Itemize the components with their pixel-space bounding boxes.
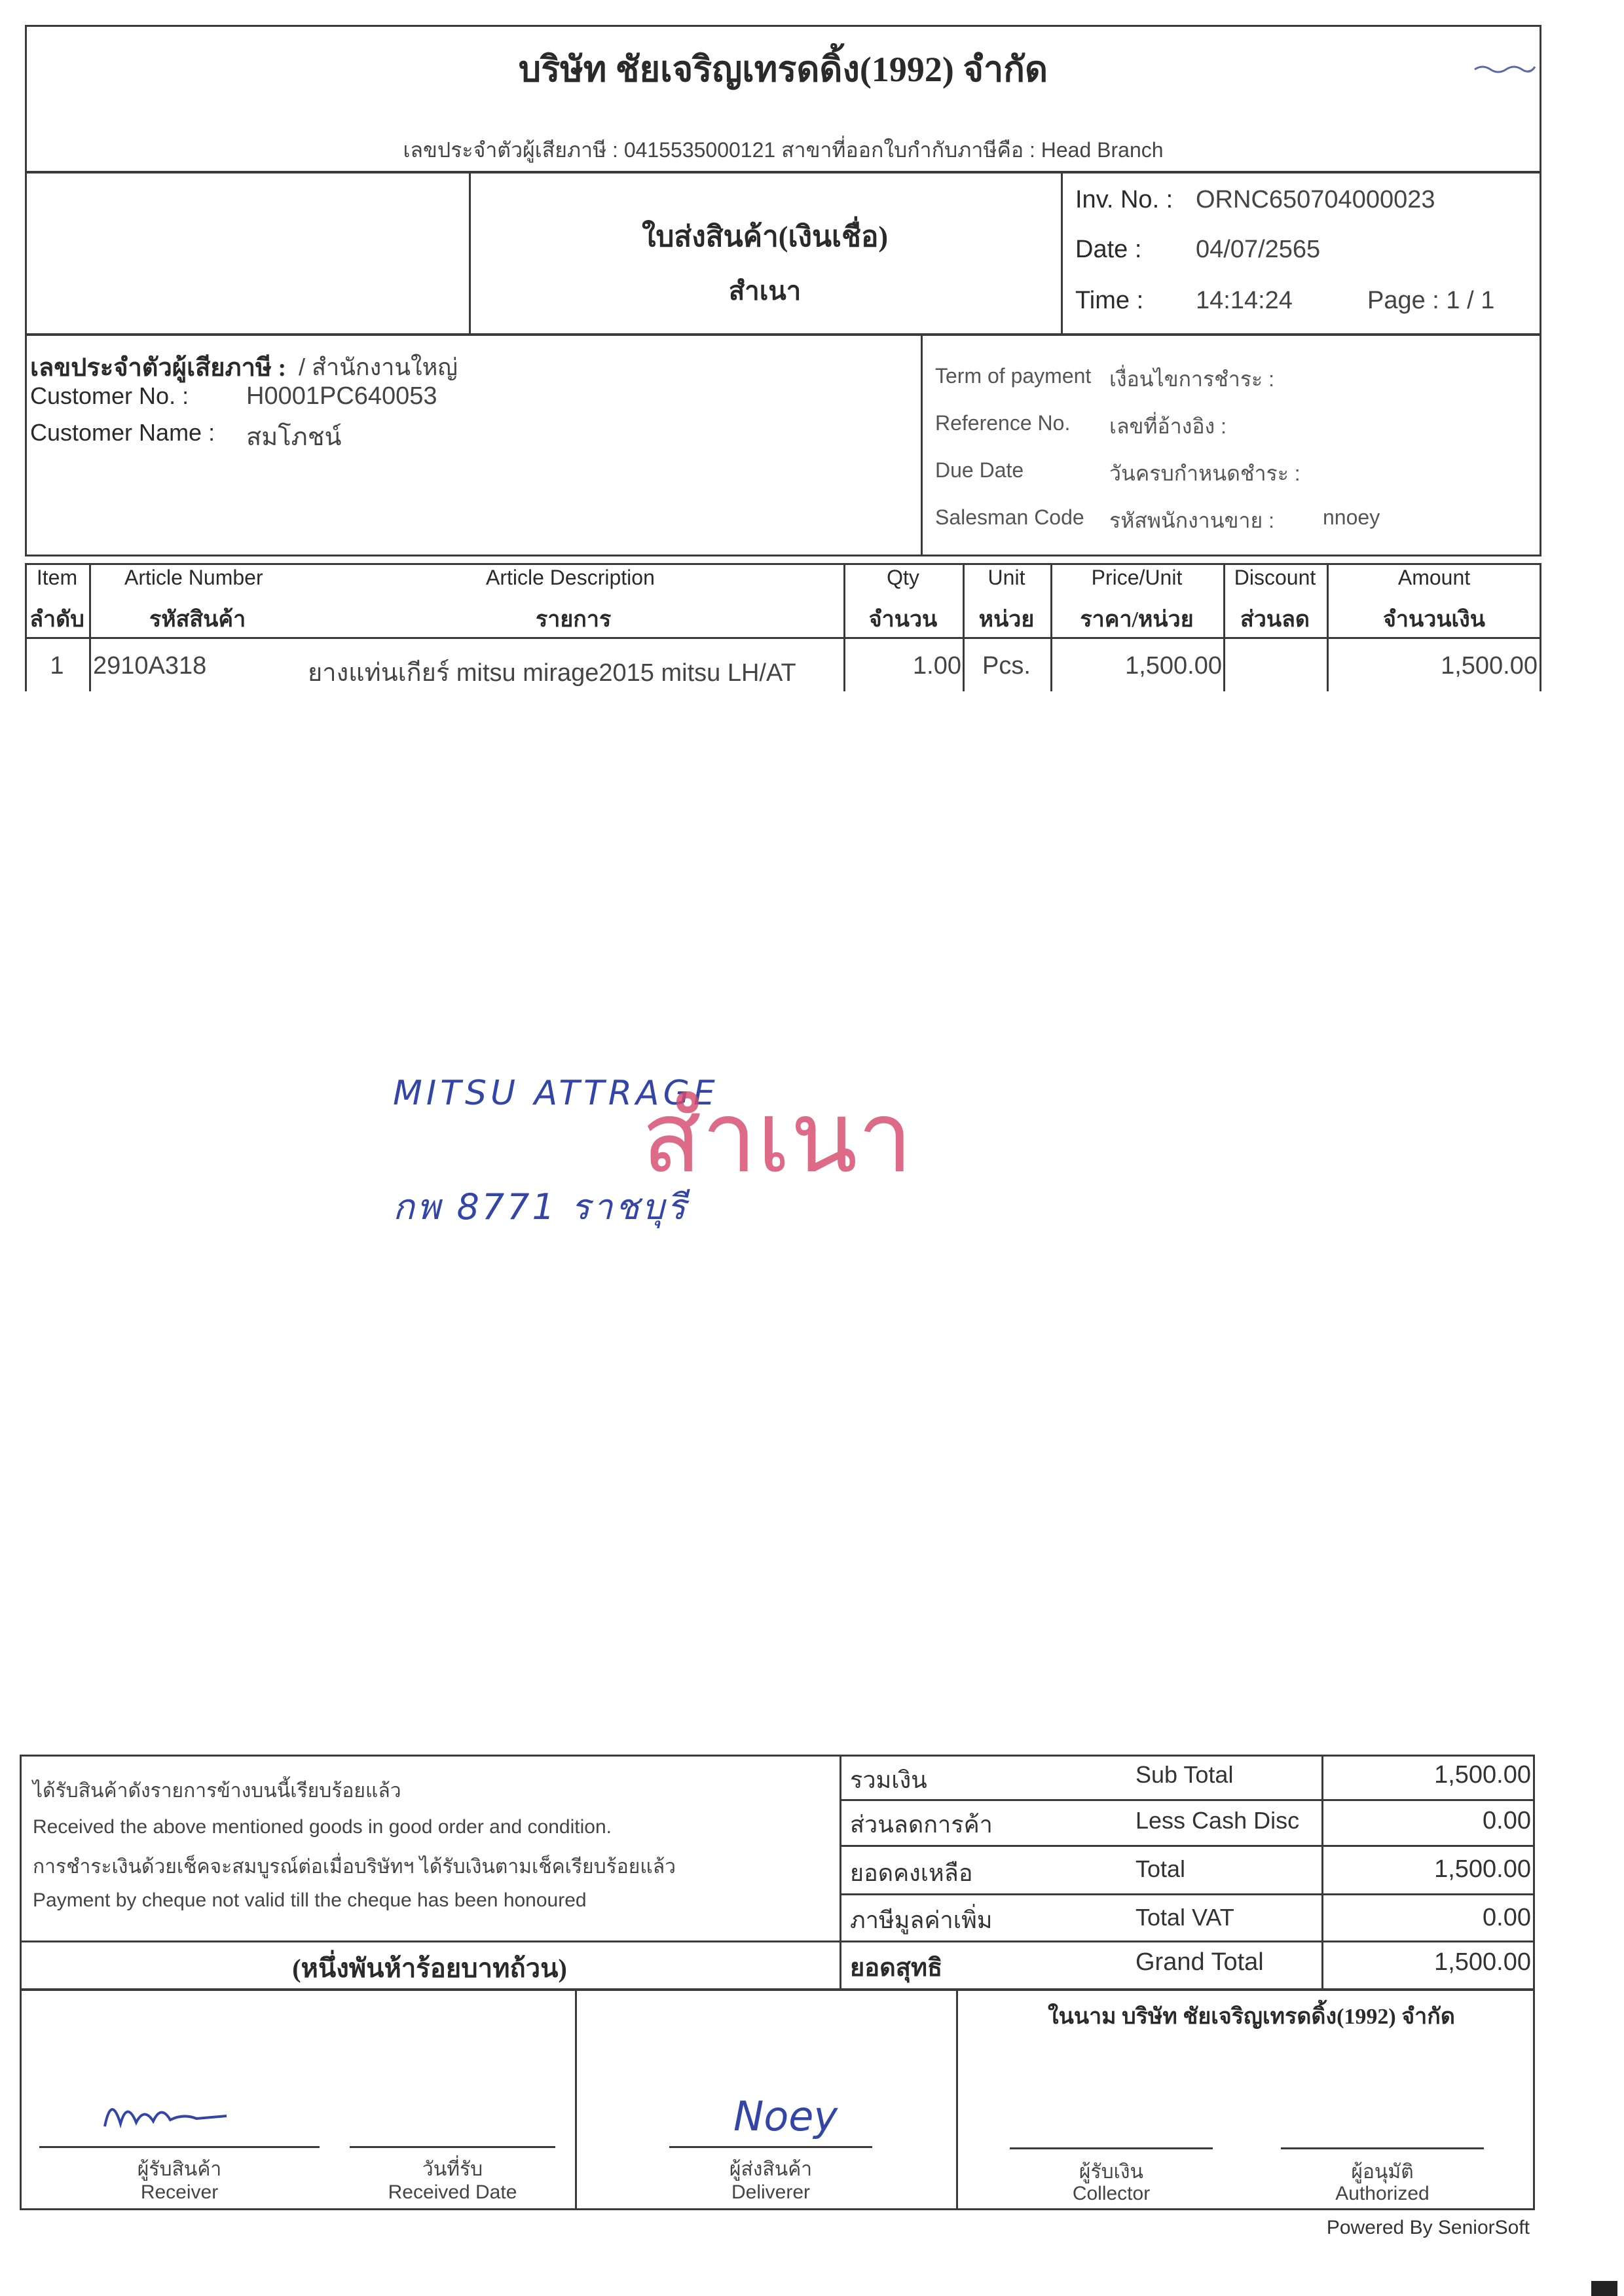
amount-in-words: (หนึ่งพันห้าร้อยบาทถ้วน) [292,1954,567,1983]
col-amount-header-th: จำนวนเงิน [1382,608,1486,632]
table-row-item: 1 [50,652,64,680]
document-title: ใบส่งสินค้า(เงินเชื่อ) [641,221,889,253]
cash-discount-label-th: ส่วนลดการค้า [850,1811,993,1838]
vat-value: 0.00 [1483,1904,1531,1931]
date-value: 04/07/2565 [1196,236,1321,263]
note-cheque-en: Payment by cheque not valid till the cheque has been honoured [33,1889,587,1911]
term-payment-th: เงื่อนไขการชำระ : [1109,367,1274,391]
authorized-label-en: Authorized [1335,2183,1430,2204]
col-article-header-th: รหัสสินค้า [149,608,246,632]
table-row-price: 1,500.00 [1125,652,1222,680]
subtotal-label-en: Sub Total [1135,1761,1234,1788]
due-date-label: Due Date [935,458,1024,482]
col-price-header-th: ราคา/หน่วย [1080,608,1194,632]
handwritten-license-plate: กพ 8771 ราชบุรี [393,1186,689,1228]
note-received-th: ได้รับสินค้าดังรายการข้างบนนี้เรียบร้อยแล้ว [33,1780,401,1802]
subtotal-label-th: รวมเงิน [850,1766,927,1793]
total-label-th: ยอดคงเหลือ [850,1859,973,1886]
table-row-unit: Pcs. [982,652,1031,680]
invoice-no: ORNC650704000023 [1196,186,1435,213]
collector-label-th: ผู้รับเงิน [1079,2161,1144,2183]
total-label-en: Total [1135,1855,1186,1882]
received-date-label-en: Received Date [388,2181,517,2203]
cash-discount-label-en: Less Cash Disc [1135,1807,1300,1834]
grand-total-value: 1,500.00 [1434,1948,1531,1976]
date-label: Date : [1075,236,1142,263]
received-date-label-th: วันที่รับ [422,2159,483,2180]
subtotal-value: 1,500.00 [1434,1761,1531,1789]
copy-stamp: สำเนา [642,1084,913,1193]
due-date-th: วันครบกำหนดชำระ : [1109,462,1301,485]
reference-th: เลขที่อ้างอิง : [1109,414,1227,438]
grand-total-label-th: ยอดสุทธิ [850,1954,943,1982]
col-description-header: Article Description [486,566,655,589]
handwritten-vehicle-model: MITSU ATTRAGE [393,1074,719,1113]
deliverer-label-en: Deliverer [731,2181,811,2203]
customer-tax-label: เลขประจำตัวผู้เสียภาษี : [30,354,287,382]
col-unit-header: Unit [987,566,1025,589]
col-discount-header: Discount [1234,566,1316,589]
cash-discount-value: 0.00 [1483,1807,1531,1834]
customer-tax-value: / สำนักงานใหญ่ [299,354,458,380]
col-unit-header-th: หน่วย [978,608,1035,632]
receiver-label-en: Receiver [140,2181,219,2203]
table-row-description: ยางแท่นเกียร์ mitsu mirage2015 mitsu LH/AT [308,659,796,687]
customer-no: H0001PC640053 [246,382,437,410]
grand-total-label-en: Grand Total [1135,1948,1264,1976]
time-label: Time : [1075,287,1144,314]
total-value: 1,500.00 [1434,1855,1531,1883]
vat-label-en: Total VAT [1135,1904,1234,1931]
col-amount-header: Amount [1397,566,1471,589]
customer-no-label: Customer No. : [30,382,189,409]
table-row-qty: 1.00 [913,652,961,680]
col-item-header-th: ลำดับ [29,608,84,632]
receiver-label-th: ผู้รับสินค้า [137,2159,222,2180]
deliverer-signature: Noey [733,2092,838,2140]
salesman-code: nnoey [1323,505,1380,529]
col-item-header: Item [36,566,78,589]
copy-label: สำเนา [728,276,802,306]
col-price-header: Price/Unit [1091,566,1183,589]
col-article-header: Article Number [124,566,263,589]
page-edge-mark [1591,2281,1617,2296]
col-qty-header-th: จำนวน [868,608,938,632]
salesman-label: Salesman Code [935,505,1084,529]
scribble-mark [1473,62,1536,78]
company-name: บริษัท ชัยเจริญเทรดดิ้ง(1992) จำกัด [518,50,1048,89]
authorized-label-th: ผู้อนุมัติ [1351,2161,1414,2183]
table-row-article: 2910A318 [93,652,207,680]
powered-by: Powered By SeniorSoft [1326,2217,1530,2238]
col-discount-header-th: ส่วนลด [1240,608,1310,632]
salesman-th: รหัสพนักงานขาย : [1109,509,1274,532]
note-cheque-th: การชำระเงินด้วยเช็คจะสมบูรณ์ต่อเมื่อบริษัทฯ ได้รับเงินตามเช็คเรียบร้อยแล้ว [33,1856,676,1878]
collector-label-en: Collector [1072,2183,1151,2204]
customer-name: สมโภชน์ [246,424,342,451]
deliverer-label-th: ผู้ส่งสินค้า [729,2159,813,2180]
vat-label-th: ภาษีมูลค่าเพิ่ม [850,1906,993,1933]
col-qty-header: Qty [887,566,919,589]
col-description-header-th: รายการ [536,608,612,632]
invoice-no-label: Inv. No. : [1075,186,1173,213]
reference-label: Reference No. [935,411,1071,435]
company-tax-line: เลขประจำตัวผู้เสียภาษี : 0415535000121 สาขาที่ออกใบกำกับภาษีคือ : Head Branch [403,138,1164,162]
time-value: 14:14:24 [1196,287,1293,314]
on-behalf-of: ในนาม บริษัท ชัยเจริญเทรดดิ้ง(1992) จำกัด [1048,2005,1455,2029]
page-number: Page : 1 / 1 [1367,287,1495,314]
term-payment-label: Term of payment [935,364,1092,388]
receiver-signature [98,2087,236,2143]
table-row-amount: 1,500.00 [1441,652,1538,680]
note-received-en: Received the above mentioned goods in good order and condition. [33,1816,612,1838]
customer-name-label: Customer Name : [30,419,215,446]
